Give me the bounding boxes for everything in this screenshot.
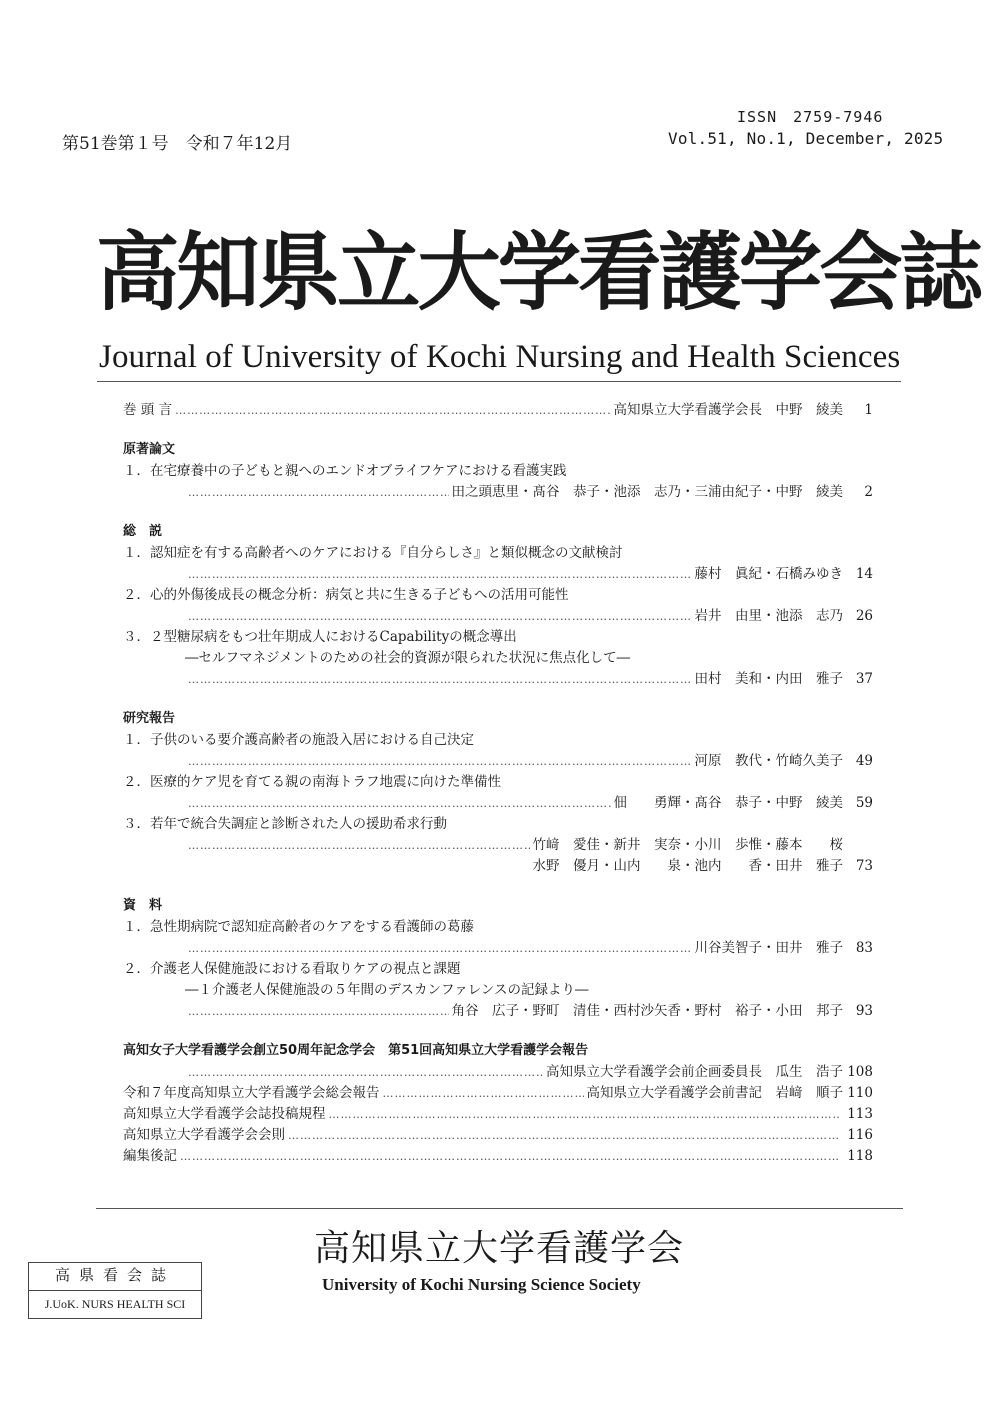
toc-entry-title: 巻 頭 言 [123,402,173,418]
toc-entry-page: 110 [847,1085,873,1101]
abbreviation-box [28,1262,202,1319]
volume-en: Vol.51, No.1, December, 2025 [668,129,944,148]
toc-entry-page: 59 [855,795,873,811]
leader-dots [188,1062,543,1083]
leader-dots [188,482,449,503]
toc-entry-author-line [123,1001,873,1022]
issn: ISSN 2759-7946 [737,108,884,126]
toc-entry-title: 高知県立大学看護学会誌投稿規程 [123,1106,326,1122]
toc-entry-page: 93 [855,1003,873,1019]
toc-entry-page: 49 [855,753,873,769]
toc-entry-title: ３．２型糖尿病をもつ壮年期成人におけるCapabilityの概念導出 [123,629,517,645]
leader-dots [188,564,692,585]
toc-entry-author: 川谷美智子・田井 雅子 [694,940,843,956]
toc-entry-page: 118 [847,1148,873,1164]
toc-entry-author-line [123,669,873,690]
leader-dots [329,1104,841,1125]
toc-entry-author-line [123,938,873,959]
toc-entry-title: ３．若年で統合失調症と診断された人の援助希求行動 [123,816,447,832]
toc-entry[interactable] [123,1104,873,1125]
toc-entry-title: 編集後記 [123,1148,177,1164]
toc-foreword [123,400,873,421]
toc-entry-title-line[interactable] [123,461,873,482]
section-heading: 総 説 [123,524,163,539]
leader-dots [188,835,530,856]
toc-entry-title: ２．医療的ケア児を育てる親の南海トラフ地震に向けた準備性 [123,774,501,790]
toc-entry-title-line[interactable] [123,585,873,606]
toc-entry-title: 高知県立大学看護学会会則 [123,1127,285,1143]
toc-entry-page: 26 [855,608,873,624]
toc-entry-author-line [123,793,873,814]
toc-entry-title-line[interactable] [123,959,873,980]
section-heading: 高知女子大学看護学会創立50周年記念学会 第51回高知県立大学看護学会報告 [123,1043,589,1058]
journal-title-en: Journal of University of Kochi Nursing and Health Sciences [99,339,901,375]
toc-entry-title-line[interactable] [123,543,873,564]
society-name-ja: 高知県立大学看護学会 [314,1228,685,1269]
leader-dots [188,938,692,959]
toc-entry-title: １．急性期病院で認知症高齢者のケアをする看護師の葛藤 [123,919,474,935]
toc-entry-page: 83 [855,940,873,956]
leader-dots [175,400,610,421]
leader-dots [188,751,692,772]
toc-entry-title-line[interactable] [123,917,873,938]
toc-entry[interactable] [123,1083,873,1104]
toc-entry-author-line [123,835,873,856]
toc-entry-title: １．在宅療養中の子どもと親へのエンドオブライフケアにおける看護実践 [123,463,567,479]
toc-entry[interactable] [123,1125,873,1146]
toc-review [123,521,873,690]
toc-entry-title-line[interactable] [123,772,873,793]
abbreviation-en: J.UoK. NURS HEALTH SCI [44,1297,186,1311]
leader-dots [188,793,611,814]
toc-entry-author-line [123,856,873,877]
toc-entry-author: 高知県立大学看護学会前書記 岩﨑 順子 [586,1085,843,1101]
toc-misc [123,1040,873,1167]
toc-entry-page: 73 [855,858,873,874]
toc-entry-author: 藤村 眞紀・石橋みゆき [694,566,843,582]
toc-entry-author: 佃 勇輝・髙谷 恭子・中野 綾美 [613,795,843,811]
toc-entry-page: 2 [864,484,873,500]
toc-entry-title: １．認知症を有する高齢者へのケアにおける『自分らしさ』と類似概念の文献検討 [123,545,623,561]
toc-entry-author: 竹﨑 愛佳・新井 実奈・小川 歩惟・藤本 桜 [532,837,843,853]
toc-entry-title: １．子供のいる要介護高齢者の施設入居における自己決定 [123,732,474,748]
leader-dots [383,1083,584,1104]
leader-dots [188,606,692,627]
toc-entry-author: 岩井 由里・池添 志乃 [694,608,843,624]
section-heading: 原著論文 [123,442,176,457]
toc-entry-author: 水野 優月・山内 泉・池内 香・田井 雅子 [532,858,843,874]
leader-dots [180,1146,840,1167]
toc-entry-title-line[interactable] [123,627,873,648]
table-of-contents [123,400,873,1167]
toc-entry-page: 116 [847,1127,873,1143]
section-heading: 資 料 [123,898,163,913]
toc-entry-author: 角谷 広子・野町 清佳・西村沙矢香・野村 裕子・小田 邦子 [451,1003,843,1019]
toc-entry-title: ２．介護老人保健施設における看取りケアの視点と課題 [123,961,461,977]
toc-entry-page: 1 [864,402,873,418]
toc-entry-author-line [123,1062,873,1083]
abbreviation-ja: 高県看会誌 [29,1263,201,1291]
volume-ja: 第51巻第１号 令和７年12月 [62,134,293,154]
toc-entry-author-line [123,564,873,585]
bottom-divider [96,1208,903,1209]
toc-entry-subtitle: ―１介護老人保健施設の５年間のデスカンファレンスの記録より― [185,982,589,998]
toc-report [123,708,873,877]
toc-entry[interactable] [123,400,873,421]
toc-material [123,895,873,1022]
toc-entry-page: 14 [855,566,873,582]
leader-dots [188,669,692,690]
section-heading: 研究報告 [123,711,176,726]
toc-entry-page: 37 [855,671,873,687]
society-name-en: University of Kochi Nursing Science Society [322,1275,641,1294]
toc-entry-author: 河原 教代・竹崎久美子 [694,753,843,769]
toc-entry-title-line[interactable] [123,730,873,751]
toc-entry-title-line[interactable] [123,814,873,835]
toc-entry-author: 田之頭恵里・髙谷 恭子・池添 志乃・三浦由紀子・中野 綾美 [451,484,843,500]
toc-entry-author: 田村 美和・内田 雅子 [694,671,843,687]
toc-entry-author-line [123,482,873,503]
toc-original [123,439,873,503]
leader-dots [288,1125,840,1146]
toc-entry-author: 高知県立大学看護学会前企画委員長 瓜生 浩子 [546,1064,843,1080]
top-divider [97,381,901,382]
toc-entry-author-line [123,751,873,772]
toc-entry[interactable] [123,1146,873,1167]
toc-entry-page: 113 [847,1106,873,1122]
toc-entry-title: 令和７年度高知県立大学看護学会総会報告 [123,1085,380,1101]
leader-dots [188,1001,449,1022]
toc-entry-author: 高知県立大学看護学会長 中野 綾美 [613,402,843,418]
journal-title-ja: 高知県立大学看護学会誌 [96,224,980,323]
toc-entry-author-line [123,606,873,627]
toc-entry-title: ２．心的外傷後成長の概念分析：病気と共に生きる子どもへの活用可能性 [123,587,569,603]
toc-entry-subtitle: ―セルフマネジメントのための社会的資源が限られた状況に焦点化して― [185,650,631,666]
toc-entry-page: 108 [847,1064,873,1080]
